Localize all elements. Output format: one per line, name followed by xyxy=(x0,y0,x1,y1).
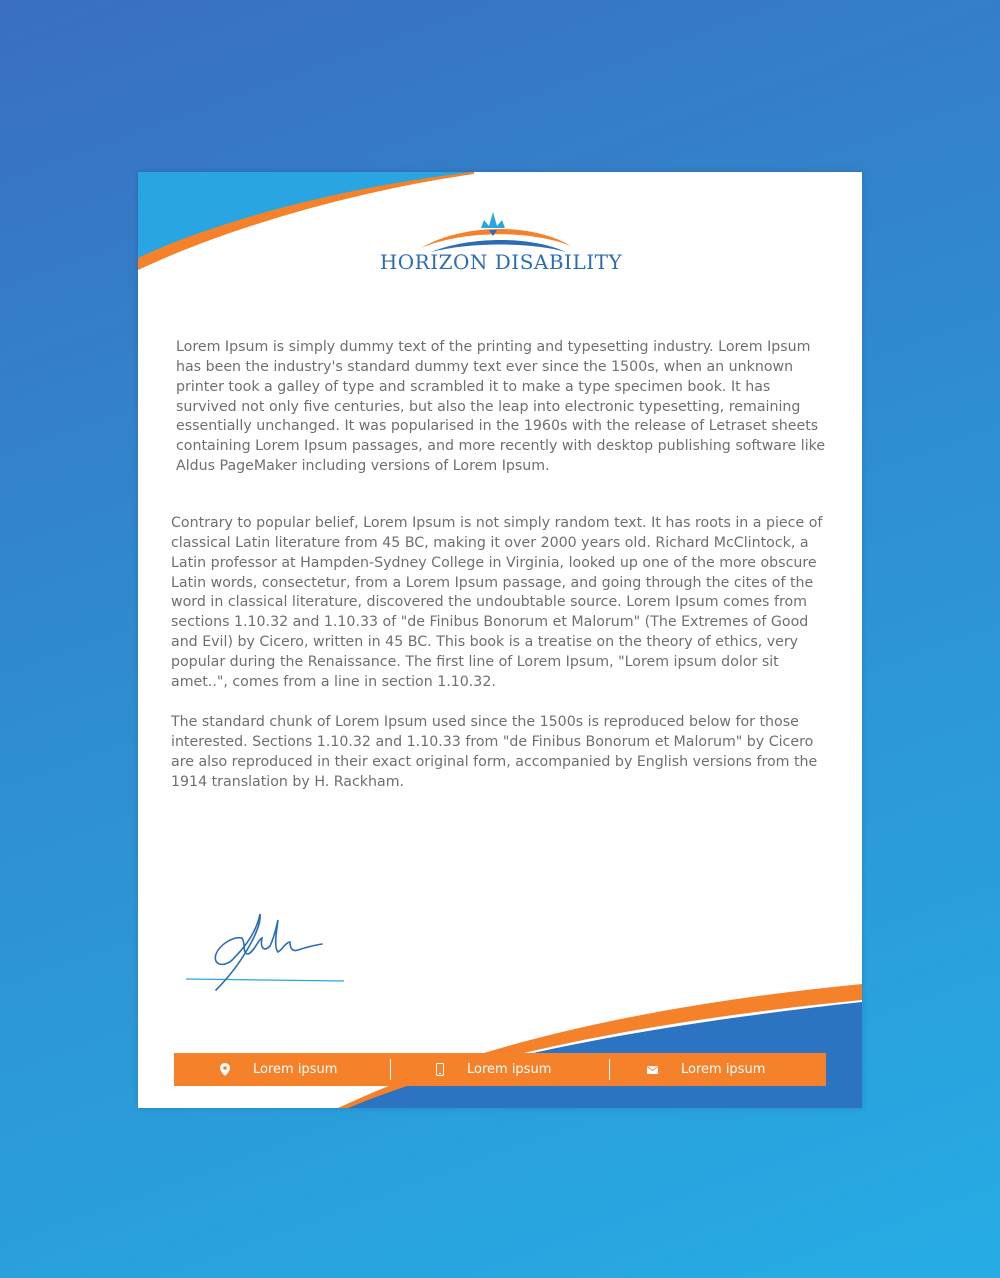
body-paragraph-1: Lorem Ipsum is simply dummy text of the printing and typesetting industry. Lorem Ipsum has been the industry's standard dummy text ever since the 1500s, when an unknown printer took a galley of type and scrambled it to make a type specimen book. It has survived not only five centuries, but also the leap into electronic typesetting, remaining essentially unchanged. It was popularised in the 1960s with the release of Letraset sheets containing Lorem Ipsum passages, and more recently with desktop publishing software like Aldus PageMaker including versions of Lorem Ipsum. xyxy=(176,339,826,475)
body-paragraph-3: The standard chunk of Lorem Ipsum used since the 1500s is reproduced below for those interested. Sections 1.10.32 and 1.10.33 from "de Finibus Bonorum et Malorum" by Cicero are also reproduced in their exact original form, accompanied by English versions from the 1914 translation by H. Rackham. xyxy=(171,714,818,790)
contact-bar xyxy=(174,1053,826,1086)
signature xyxy=(182,908,362,998)
contact-divider xyxy=(390,1059,391,1080)
contact-divider xyxy=(609,1059,610,1080)
envelope-icon xyxy=(647,1066,658,1074)
contact-phone-label: Lorem ipsum xyxy=(467,1062,552,1077)
location-pin-icon xyxy=(220,1063,230,1076)
body-paragraph-2: Contrary to popular belief, Lorem Ipsum is not simply random text. It has roots in a piece of classical Latin literature from 45 BC, making it over 2000 years old. Richard McClintock, a Latin professor at Hampden-Sydney College in Virginia, looked up one of the more obscure Latin words, consectetur, from a Lorem Ipsum passage, and going through the cites of the word in classical literature, discovered the undoubtable source. Lorem Ipsum comes from sections 1.10.32 and 1.10.33 of "de Finibus Bonorum et Malorum" (The Extremes of Good and Evil) by Cicero, written in 45 BC. This book is a treatise on the theory of ethics, very popular during the Renaissance. The first line of Lorem Ipsum, "Lorem ipsum dolor sit amet..", comes from a line in section 1.10.32. xyxy=(171,515,823,690)
contact-email xyxy=(647,1053,765,1086)
contact-phone xyxy=(436,1053,551,1086)
contact-address-label: Lorem ipsum xyxy=(253,1062,338,1077)
phone-icon xyxy=(436,1063,444,1076)
contact-email-label: Lorem ipsum xyxy=(681,1062,766,1077)
brand-name: HORIZON DISABILITY xyxy=(379,250,623,274)
contact-address xyxy=(220,1053,337,1086)
letterhead-page xyxy=(138,172,862,1108)
